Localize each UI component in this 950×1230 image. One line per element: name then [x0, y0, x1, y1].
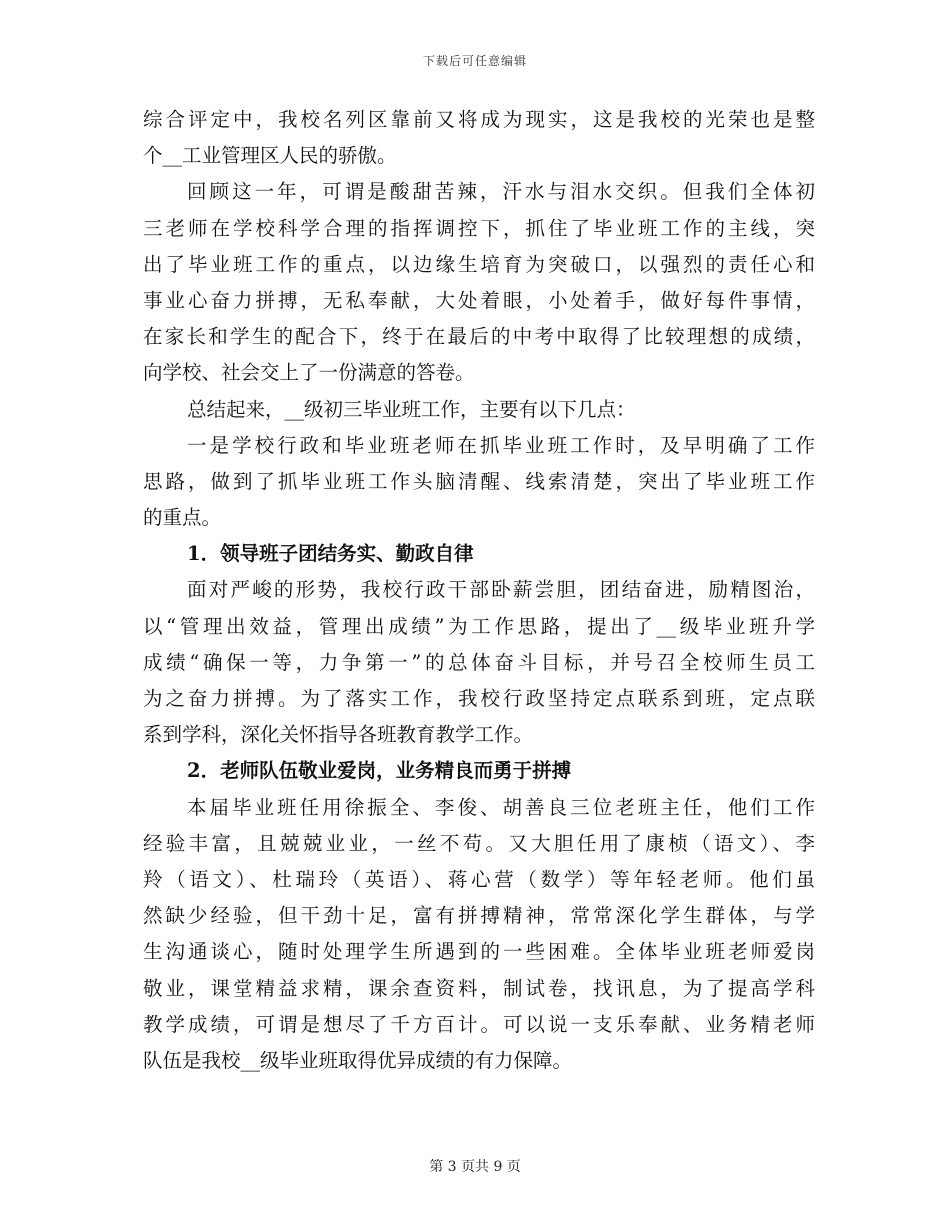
- text-line: 敬业，课堂精益求精，课余查资料，制试卷，找讯息，为了提高学科: [143, 976, 815, 1000]
- text-line: 羚（语文）、杜瑞玲（英语）、蒋心营（数学）等年轻老师。他们虽: [143, 867, 815, 891]
- paragraph-start-line: 一是学校行政和毕业班老师在抓毕业班工作时，及早明确了工作: [187, 433, 815, 457]
- section-heading: 2．老师队伍敬业爱岗，业务精良而勇于拼搏: [187, 759, 572, 783]
- page-header-note: 下载后可任意编辑: [422, 54, 527, 68]
- text-line: 思路，做到了抓毕业班工作头脑清醒、线索清楚，突出了毕业班工作: [143, 469, 815, 493]
- text-line: 向学校、社会交上了一份满意的答卷。: [143, 361, 475, 385]
- text-line: 个__工业管理区人民的骄傲。: [143, 144, 397, 168]
- paragraph-start-line: 回顾这一年，可谓是酸甜苦辣，汗水与泪水交织。但我们全体初: [187, 180, 815, 204]
- text-line: 生沟通谈心，随时处理学生所遇到的一些困难。全体毕业班老师爱岗: [143, 940, 815, 964]
- text-line: 队伍是我校__级毕业班取得优异成绩的有力保障。: [143, 1048, 573, 1072]
- text-line: 教学成绩，可谓是想尽了千方百计。可以说一支乐奉献、业务精老师: [143, 1012, 815, 1036]
- text-line: 出了毕业班工作的重点，以边缘生培育为突破口，以强烈的责任心和: [143, 252, 815, 276]
- text-line: 然缺少经验，但干劲十足，富有拼搏精神，常常深化学生群体，与学: [143, 904, 815, 928]
- paragraph-start-line: 面对严峻的形势，我校行政干部卧薪尝胆，团结奋进，励精图治，: [187, 578, 815, 602]
- document-body: [143, 102, 815, 1079]
- text-line: 的重点。: [143, 506, 222, 530]
- text-line: 以“管理出效益，管理出成绩”为工作思路，提出了__级毕业班升学: [143, 614, 815, 638]
- text-line: 事业心奋力拼搏，无私奉献，大处着眼，小处着手，做好每件事情，: [143, 288, 815, 312]
- paragraph-start-line: 总结起来，__级初三毕业班工作，主要有以下几点：: [187, 397, 636, 421]
- page-number: 第 3 页共 9 页: [429, 1159, 521, 1175]
- text-line: 三老师在学校科学合理的指挥调控下，抓住了毕业班工作的主线，突: [143, 216, 815, 240]
- paragraph-start-line: 本届毕业班任用徐振全、李俊、胡善良三位老班主任，他们工作: [187, 795, 815, 819]
- text-line: 在家长和学生的配合下，终于在最后的中考中取得了比较理想的成绩，: [143, 325, 815, 349]
- text-line: 综合评定中，我校名列区靠前又将成为现实，这是我校的光荣也是整: [143, 108, 815, 131]
- text-line: 成绩“确保一等，力争第一”的总体奋斗目标，并号召全校师生员工: [143, 650, 815, 674]
- text-line: 为之奋力拼搏。为了落实工作，我校行政坚持定点联系到班，定点联: [143, 687, 815, 710]
- text-line: 经验丰富，且兢兢业业，一丝不苟。又大胆任用了康桢（语文）、李: [143, 831, 815, 855]
- section-heading: 1．领导班子团结务实、勤政自律: [187, 542, 474, 566]
- text-line: 系到学科，深化关怀指导各班教育教学工作。: [143, 723, 534, 747]
